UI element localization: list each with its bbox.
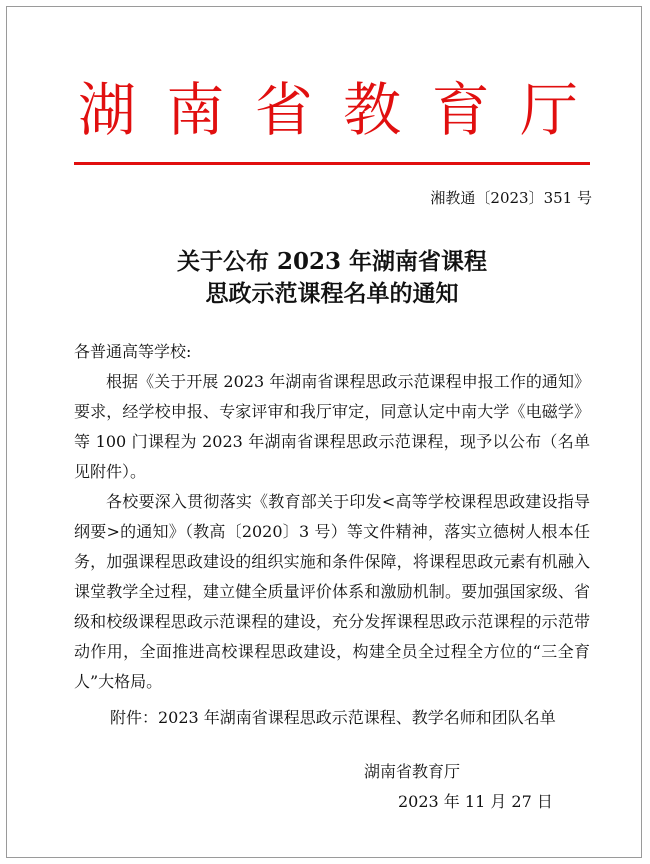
title-line-1: 关于公布 2023 年湖南省课程	[176, 248, 488, 275]
red-separator-line	[74, 162, 590, 165]
document-body	[74, 337, 590, 697]
attachment-note: 附件：2023 年湖南省课程思政示范课程、教学名师和团队名单	[110, 708, 556, 727]
issuer-signature: 湖南省教育厅	[364, 762, 461, 781]
masthead-char: 南	[166, 76, 225, 144]
title-line-2: 思政示范课程名单的通知	[205, 280, 459, 307]
issue-date: 2023 年 11 月 27 日	[398, 792, 553, 811]
document-title	[74, 246, 590, 310]
masthead-char: 厅	[519, 76, 578, 144]
document-number: 湘教通〔2023〕351 号	[430, 189, 592, 207]
body-paragraph-2: 各校要深入贯彻落实《教育部关于印发<高等学校课程思政建设指导纲要>的通知》（教高〔2020〕3 号）等文件精神，落实立德树人根本任务，加强课程思政建设的组织实施和条件保障，将课程思政元素有机融入课堂教学全过程，建立健全质量评价体系和激励机制。要加强国家级、省级和校级课程思政示范课程的建设，充分发挥课程思政示范课程的示范带动作用，全面推进高校课程思政建设，构建全员全过程全方位的“三全育人”大格局。	[74, 492, 590, 691]
salutation: 各普通高等学校:	[74, 342, 192, 361]
masthead-char: 省	[254, 76, 313, 144]
masthead-char: 育	[431, 76, 490, 144]
masthead-char: 湖	[78, 76, 137, 144]
masthead-agency-name	[78, 70, 578, 150]
body-paragraph-1: 根据《关于开展 2023 年湖南省课程思政示范课程申报工作的通知》要求，经学校申报、专家评审和我厅审定，同意认定中南大学《电磁学》等 100 门课程为 2023 年湖南省课程思政示范课程，现予以公布（名单见附件）。	[74, 372, 590, 481]
masthead-char: 教	[343, 76, 402, 144]
